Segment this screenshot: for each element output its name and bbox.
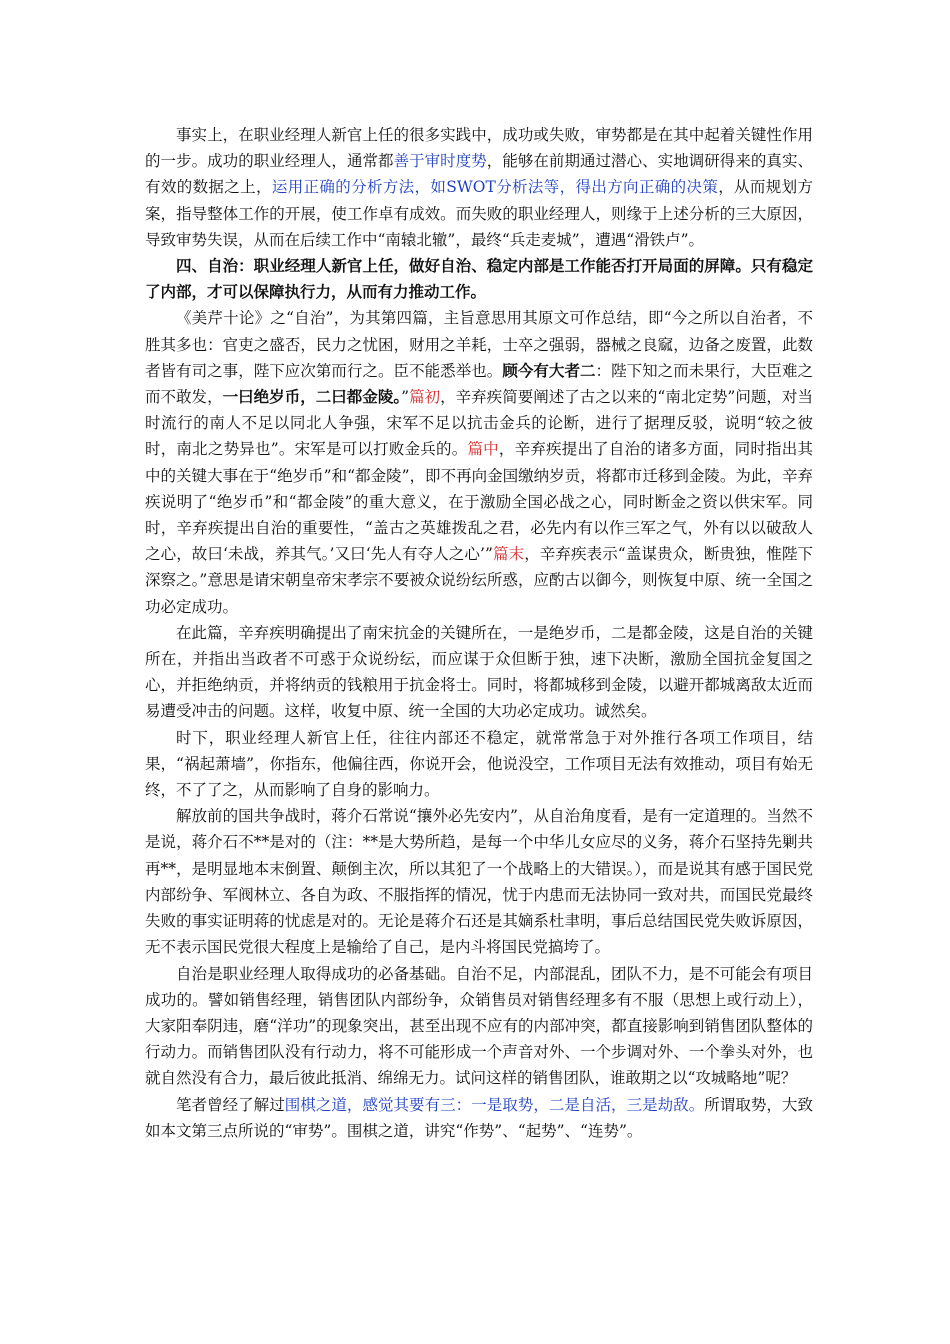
paragraph-meiqin-shilun [145,305,813,619]
document-page [145,122,813,1144]
highlight-red: 篇初 [409,388,441,407]
text-run: ，辛弃疾提出了自治的诸多方面，同时指出其中的关键大事在于“绝岁币”和“都金陵”，即不再向金国缴纳岁贡，将都市迁移到金陵。为此，辛弃疾说明了“绝岁币”和“都金陵”的重大意义，在于激励全国必战之心，同时断金之资以供宋军。同时，辛弃疾提出自治的重要性，“盖古之英雄拨乱之君，必先内有以作三军之气，外有以以破敌人之心，故曰‘未战，养其气。’又曰‘先人有夺人之心’” [145,440,813,564]
text-run: 笔者曾经了解过 [176,1095,285,1114]
highlight-blue: 围棋之道，感觉其要有三：一是取势，二是自活，三是劫敌。 [284,1095,705,1114]
text-run: ，从而规划方案，指导整体工作的开展，使工作卓有成效。而失败的职业经理人，则缘于上述分析的三大原因，导致审势失误，从而在后续工作中“南辕北辙”，最终“兵走麦城”，遭遇“滑铁卢”。 [145,178,813,249]
text-run: 解放前的国共争战时，蒋介石常说“攘外必先安内”，从自治角度看，是有一定道理的。当然不是说，蒋介石不**是对的（注：**是大势所趋，是每一个中华儿女应尽的义务，蒋介石坚持先剿共再**，是明显地本末倒置、颠倒主次，所以其犯了一个战略上的大错误。），而是说其有感于国民党内部纷争、军阀林立、各自为政、不服指挥的情况，忧于内患而无法协同一致对共，而国民党最终失败的事实证明蒋的忧虑是对的。无论是蒋介石还是其嫡系杜聿明，事后总结国民党失败诉原因，无不表示国民党很大程度上是输给了自己，是内斗将国民党搞垮了。 [145,807,813,957]
paragraph-weiqi [145,1092,813,1144]
highlight-red: 篇末 [492,545,525,564]
emphasis-bold: 一曰绝岁币，二曰都金陵。 [222,387,402,407]
text-run: 在此篇，辛弃疾明确提出了南宋抗金的关键所在，一是绝岁币，二是都金陵，这是自治的关键所在，并指出当政者不可惑于众说纷纭，而应谋于众但断于独，速下决断，激励全国抗金复国之心，并拒绝纳贡，并将纳贡的钱粮用于抗金将士。同时，将都城移到金陵，以避开都城离敌太近而易遭受冲击的问题。这样，收复中原、统一全国的大功必定成功。诚然矣。 [145,623,813,721]
highlight-red: 篇中 [467,440,499,459]
paragraph-manager-today [145,725,813,804]
text-run: ，能够在前期通过潜心、实地调研得来的真实、有效的数据之上， [145,152,813,197]
text-run: ，辛弃疾表示“盖谋贵众，断贵独，惟陛下深察之。”意思是请宋朝皇帝宋孝宗不要被众说纷纭所惑，应酌古以御今，则恢复中原、统一全国之功必定成功。 [145,545,813,616]
text-run: 自治是职业经理人取得成功的必备基础。自治不足，内部混乱，团队不力，是不可能会有项目成功的。譬如销售经理，销售团队内部纷争，众销售员对销售经理多有不服（思想上或行动上），大家阳奉阴违，磨“洋功”的现象突出，甚至出现不应有的内部冲突，都直接影响到销售团队整体的行动力。而销售团队没有行动力，将不可能形成一个声音对外、一个步调对外、一个拳头对外，也就自然没有合力，最后彼此抵消、绵绵无力。试问这样的销售团队，谁敢期之以“攻城略地”呢？ [145,964,813,1088]
text-run: ：陛下知之而未果行，大臣难之而不敢发， [145,361,813,407]
heading-text: 四、自治：职业经理人新官上任，做好自治、稳定内部是工作能否打开局面的屏障。只有稳定了内部，才可以保障执行力，从而有力推动工作。 [145,257,813,302]
section-heading-zizhi [145,253,813,305]
paragraph-key-points [145,620,813,725]
paragraph-sales-team [145,961,813,1092]
paragraph-history-example [145,803,813,960]
text-run: 时下，职业经理人新官上任，往往内部还不稳定，就常常急于对外推行各项工作项目，结果，“祸起萧墙”，你指东，他偏往西，你说开会，他说没空，工作项目无法有效推动，项目有始无终，不了了之，从而影响了自身的影响力。 [145,728,813,800]
paragraph-shenshi-summary [145,122,813,253]
text-run: 所谓取势，大致如本文第三点所说的“审势”。围棋之道，讲究“作势”、“起势”、“连势”。 [145,1095,813,1140]
highlight-blue: 善于审时度势 [393,152,487,171]
text-run: ” [401,388,410,407]
emphasis-bold: 顾今有大者二 [502,360,596,380]
text-run: ，辛弃疾简要阐述了古之以来的“南北定势”问题，对当时流行的南人不足以同北人争强，宋军不足以抗击金兵的论断，进行了据理反驳，说明“较之彼时，南北之势异也”。宋军是可以打败金兵的。 [145,388,813,459]
text-run: 《美芹十论》之“自治”，为其第四篇，主旨意思用其原文可作总结，即“今之所以自治者，不胜其多也：官吏之盛否，民力之忧困，财用之羊耗，士卒之强弱，器械之良窳，边备之废置，此数者皆有司之事，陛下应次第而行之。臣不能悉举也。 [145,309,813,380]
text-run: 事实上，在职业经理人新官上任的很多实践中，成功或失败，审势都是在其中起着关键性作用的一步。成功的职业经理人，通常都 [145,126,813,171]
highlight-blue: 运用正确的分析方法，如SWOT分析法等，得出方向正确的决策 [271,178,719,197]
